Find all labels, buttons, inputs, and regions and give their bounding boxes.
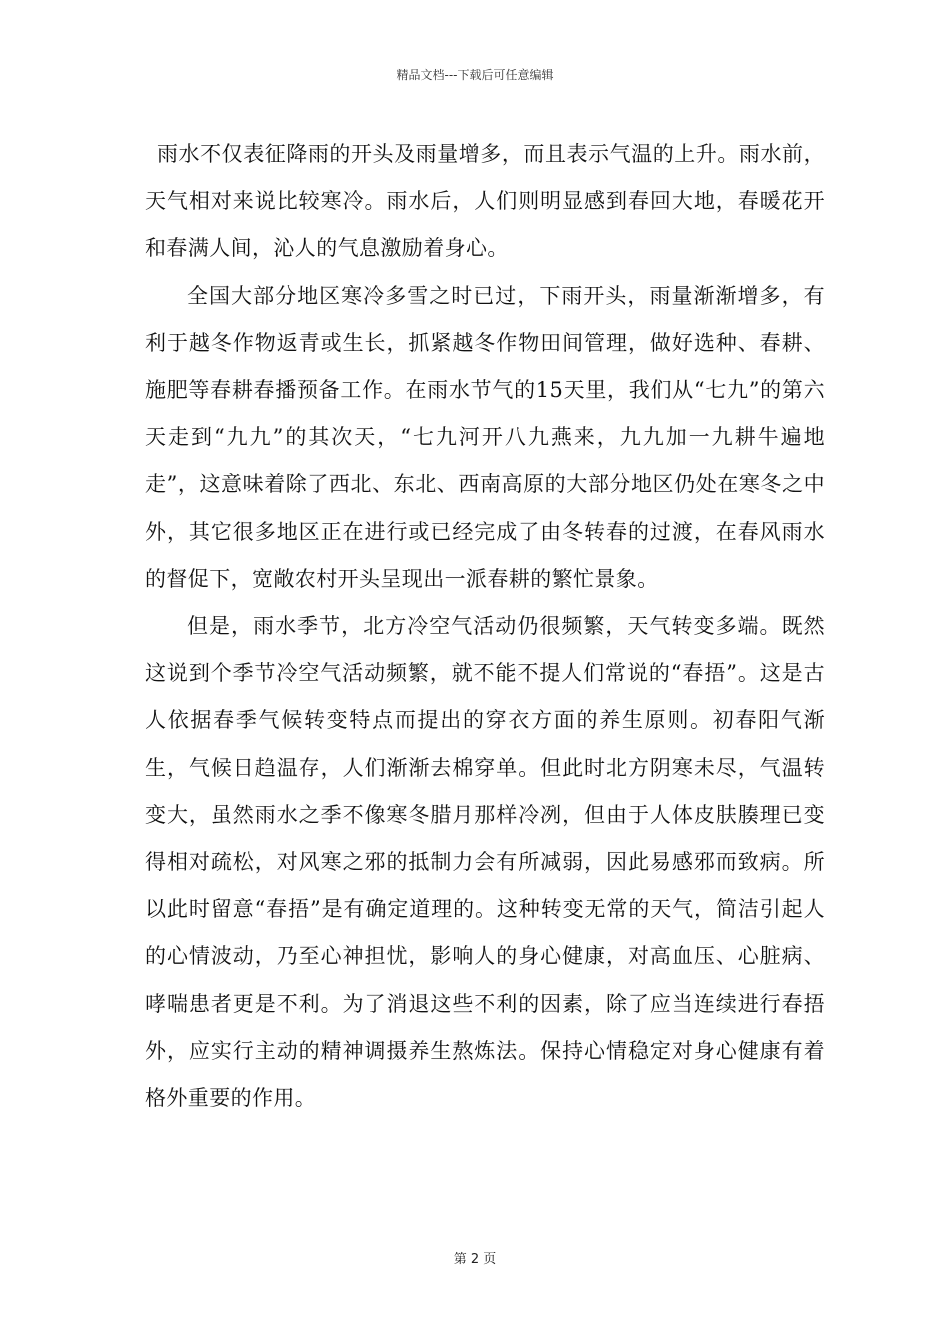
paragraph-3: 但是，雨水季节，北方冷空气活动仍很频繁，天气转变多端。既然这说到个季节冷空气活动频繁，就不能不提人们常说的“春捂”。这是古人依据春季气候转变特点而提出的穿衣方面的养生原则。初春阳气渐生，气候日趋温存，人们渐渐去棉穿单。但此时北方阴寒未尽，气温转变大，虽然雨水之季不像寒冬腊月那样冷冽，但由于人体皮肤腠理已变得相对疏松，对风寒之邪的抵制力会有所减弱，因此易感邪而致病。所以此时留意“春捂”是有确定道理的。这种转变无常的天气，简洁引起人的心情波动，乃至心神担忧，影响人的身心健康，对高血压、心脏病、哮喘患者更是不利。为了消退这些不利的因素，除了应当连续进行春捂外，应实行主动的精神调摄养生熬炼法。保持心情稳定对身心健康有着格外重要的作用。 xyxy=(145,614,825,1111)
document-body xyxy=(145,131,825,1122)
page-number: 第 2 页 xyxy=(453,1252,497,1267)
document-header: 精品文档---下载后可任意编辑 xyxy=(396,68,554,82)
paragraph-2: 全国大部分地区寒冷多雪之时已过，下雨开头，雨量渐渐增多，有利于越冬作物返青或生长，抓紧越冬作物田间管理，做好选种、春耕、施肥等春耕春播预备工作。在雨水节气的15天里，我们从“七九”的第六天走到“九九”的其次天，“七九河开八九燕来，九九加一九耕牛遍地走”，这意味着除了西北、东北、西南高原的大部分地区仍处在寒冬之中外，其它很多地区正在进行或已经完成了由冬转春的过渡，在春风雨水的督促下，宽敞农村开头呈现出一派春耕的繁忙景象。 xyxy=(145,283,825,591)
paragraph-1: 雨水不仅表征降雨的开头及雨量增多，而且表示气温的上升。雨水前，天气相对来说比较寒冷。雨水后，人们则明显感到春回大地，春暖花开和春满人间，沁人的气息激励着身心。 xyxy=(145,142,825,261)
